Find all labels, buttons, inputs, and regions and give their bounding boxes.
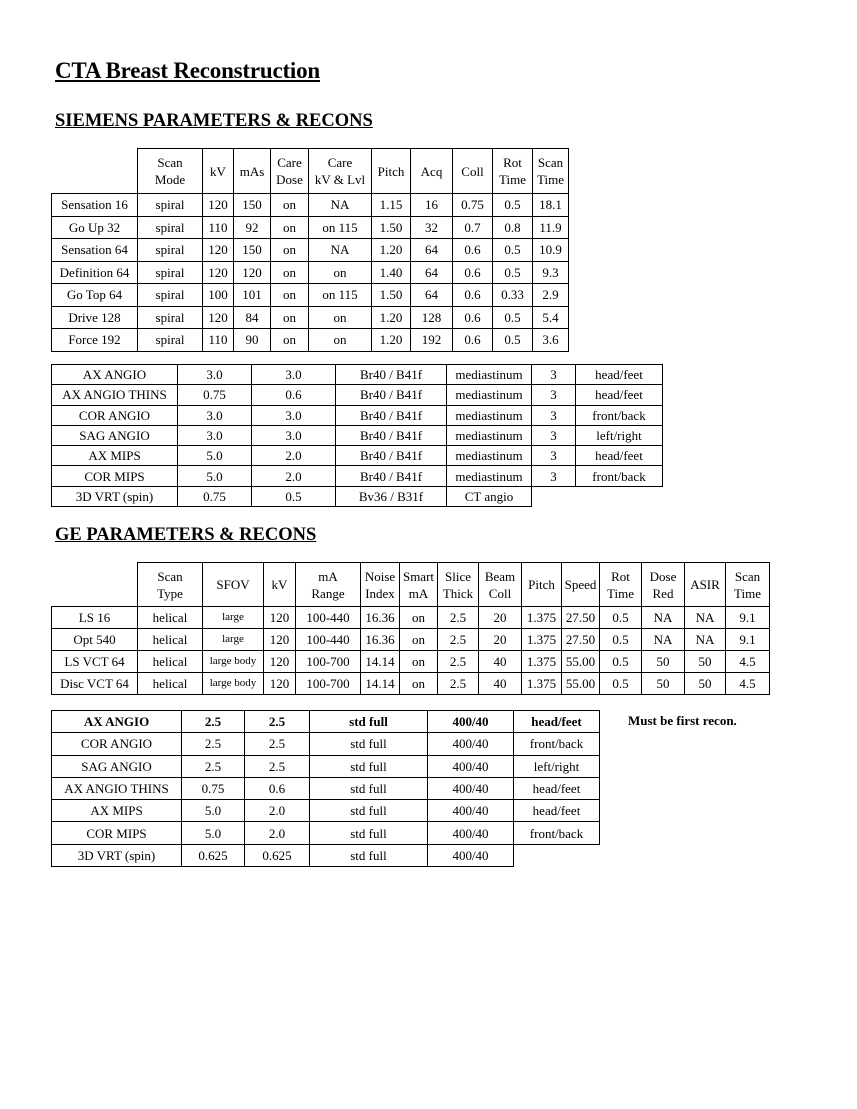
table-cell: on 115 [309, 216, 372, 239]
table-cell: 40 [479, 651, 522, 673]
row-label-cell: AX ANGIO [52, 711, 182, 733]
table-cell: head/feet [514, 711, 600, 733]
table-cell: 64 [411, 261, 453, 284]
table-cell: large body [203, 673, 264, 695]
table-row [52, 365, 663, 385]
table-cell: 2.5 [438, 651, 479, 673]
row-label-cell: Disc VCT 64 [52, 673, 138, 695]
header-smart-ma: Smart mA [400, 563, 438, 607]
table-cell: 0.5 [252, 486, 336, 506]
table-cell: spiral [138, 216, 203, 239]
header-scan-time: Scan Time [726, 563, 770, 607]
table-cell: std full [310, 844, 428, 866]
table-cell: 100-440 [296, 629, 361, 651]
table-row [52, 385, 663, 405]
table-row [52, 329, 569, 352]
table-row [52, 466, 663, 486]
table-cell: 32 [411, 216, 453, 239]
empty-cell [514, 844, 600, 866]
table-cell: 3.0 [178, 425, 252, 445]
table-cell: 50 [685, 651, 726, 673]
table-cell: 0.75 [453, 194, 493, 217]
table-cell: mediastinum [447, 365, 532, 385]
table-cell: on [271, 194, 309, 217]
table-cell: 18.1 [533, 194, 569, 217]
table-cell: mediastinum [447, 446, 532, 466]
table-row [52, 607, 770, 629]
table-cell: 150 [234, 239, 271, 262]
table-cell: 2.5 [182, 711, 245, 733]
table-cell: on [271, 239, 309, 262]
row-label-cell: LS VCT 64 [52, 651, 138, 673]
table-cell: std full [310, 800, 428, 822]
table-cell: 5.4 [533, 306, 569, 329]
table-cell: 50 [642, 673, 685, 695]
table-cell: Br40 / B41f [336, 365, 447, 385]
table-row [52, 755, 600, 777]
table-cell: NA [685, 629, 726, 651]
table-row [52, 194, 569, 217]
table-cell: 0.75 [182, 777, 245, 799]
table-cell: head/feet [576, 365, 663, 385]
table-cell: 1.15 [372, 194, 411, 217]
table-cell: 0.6 [453, 329, 493, 352]
row-label-cell: AX ANGIO THINS [52, 777, 182, 799]
table-cell: mediastinum [447, 466, 532, 486]
table-cell: NA [309, 194, 372, 217]
table-cell: front/back [514, 822, 600, 844]
table-cell: 0.6 [453, 261, 493, 284]
table-cell: helical [138, 629, 203, 651]
ge-rows [52, 607, 770, 695]
table-cell: 50 [685, 673, 726, 695]
table-cell: spiral [138, 306, 203, 329]
table-cell: NA [642, 607, 685, 629]
row-label-cell: Sensation 16 [52, 194, 138, 217]
table-cell: on [271, 261, 309, 284]
table-row [52, 239, 569, 262]
table-cell: 1.375 [522, 651, 562, 673]
table-cell: 27.50 [562, 629, 600, 651]
table-cell: 0.5 [493, 194, 533, 217]
table-cell: Br40 / B41f [336, 405, 447, 425]
header-scan-time: Scan Time [533, 149, 569, 194]
table-cell: 2.5 [245, 711, 310, 733]
table-cell: large body [203, 651, 264, 673]
table-cell: 64 [411, 239, 453, 262]
siemens-recons-table [51, 364, 663, 507]
table-cell: large [203, 607, 264, 629]
table-cell: 120 [203, 239, 234, 262]
table-cell: 27.50 [562, 607, 600, 629]
table-cell: 0.5 [600, 651, 642, 673]
table-cell: head/feet [514, 777, 600, 799]
table-cell: std full [310, 777, 428, 799]
ge-header-row [52, 563, 770, 607]
table-cell: 120 [264, 629, 296, 651]
table-cell: 2.0 [252, 466, 336, 486]
siemens-parameters-table [51, 148, 569, 352]
table-cell: 120 [203, 261, 234, 284]
table-cell: 3 [532, 365, 576, 385]
table-cell: 2.5 [245, 755, 310, 777]
table-cell: Br40 / B41f [336, 385, 447, 405]
header-scan-mode: Scan Mode [138, 149, 203, 194]
table-cell: 0.7 [453, 216, 493, 239]
siemens-heading: SIEMENS PARAMETERS & RECONS [55, 111, 373, 131]
table-cell: front/back [514, 733, 600, 755]
table-cell: front/back [576, 466, 663, 486]
table-cell: front/back [576, 405, 663, 425]
table-cell: 3 [532, 385, 576, 405]
table-cell: 0.6 [453, 284, 493, 307]
table-row [52, 711, 600, 733]
table-cell: 2.0 [252, 446, 336, 466]
table-cell: 1.20 [372, 306, 411, 329]
ge-heading: GE PARAMETERS & RECONS [55, 525, 317, 545]
row-label-cell: COR ANGIO [52, 733, 182, 755]
table-cell: on [309, 329, 372, 352]
table-cell: CT angio [447, 486, 532, 506]
table-row [52, 446, 663, 466]
table-cell: 1.50 [372, 284, 411, 307]
table-cell: 150 [234, 194, 271, 217]
header-scan-type: Scan Type [138, 563, 203, 607]
row-label-cell: SAG ANGIO [52, 425, 178, 445]
table-cell: std full [310, 711, 428, 733]
table-row [52, 651, 770, 673]
table-cell: 0.6 [245, 777, 310, 799]
table-cell: on [400, 673, 438, 695]
table-row [52, 405, 663, 425]
table-cell: std full [310, 755, 428, 777]
table-cell: 100 [203, 284, 234, 307]
table-row [52, 800, 600, 822]
table-row [52, 306, 569, 329]
table-cell: 0.5 [493, 261, 533, 284]
table-cell: 84 [234, 306, 271, 329]
table-cell: 110 [203, 329, 234, 352]
table-cell: 400/40 [428, 711, 514, 733]
row-label-cell: 3D VRT (spin) [52, 486, 178, 506]
row-label-cell: SAG ANGIO [52, 755, 182, 777]
table-cell: 3.0 [178, 405, 252, 425]
ge-recon-rows [52, 711, 600, 867]
table-cell: 0.33 [493, 284, 533, 307]
empty-corner-cell [52, 149, 138, 194]
table-row [52, 777, 600, 799]
table-cell: 92 [234, 216, 271, 239]
row-label-cell: Opt 540 [52, 629, 138, 651]
table-cell: 0.5 [493, 239, 533, 262]
header-pitch: Pitch [522, 563, 562, 607]
header-slice-thick: Slice Thick [438, 563, 479, 607]
table-cell: 5.0 [178, 466, 252, 486]
table-cell: 0.6 [453, 306, 493, 329]
table-cell: 1.40 [372, 261, 411, 284]
table-cell: 400/40 [428, 733, 514, 755]
empty-cell [576, 486, 663, 506]
table-cell: 0.5 [600, 629, 642, 651]
table-cell: 3.6 [533, 329, 569, 352]
table-cell: 128 [411, 306, 453, 329]
table-cell: mediastinum [447, 425, 532, 445]
header-dose-red: Dose Red [642, 563, 685, 607]
table-row [52, 216, 569, 239]
table-cell: 3.0 [178, 365, 252, 385]
table-cell: 0.6 [453, 239, 493, 262]
row-label-cell: Sensation 64 [52, 239, 138, 262]
row-label-cell: AX ANGIO THINS [52, 385, 178, 405]
table-cell: spiral [138, 239, 203, 262]
table-cell: 1.375 [522, 673, 562, 695]
table-row [52, 844, 600, 866]
first-recon-note: Must be first recon. [628, 713, 737, 728]
table-cell: 3.0 [252, 365, 336, 385]
table-cell: 50 [642, 651, 685, 673]
table-cell: large [203, 629, 264, 651]
table-cell: 400/40 [428, 844, 514, 866]
table-cell: 16.36 [361, 607, 400, 629]
header-acq: Acq [411, 149, 453, 194]
table-cell: 3 [532, 425, 576, 445]
header-asir: ASIR [685, 563, 726, 607]
header-beam-coll: Beam Coll [479, 563, 522, 607]
table-cell: 110 [203, 216, 234, 239]
table-cell: Br40 / B41f [336, 425, 447, 445]
table-cell: 55.00 [562, 673, 600, 695]
row-label-cell: Force 192 [52, 329, 138, 352]
row-label-cell: COR MIPS [52, 822, 182, 844]
table-cell: 90 [234, 329, 271, 352]
table-cell: 0.5 [493, 306, 533, 329]
table-cell: 2.9 [533, 284, 569, 307]
table-cell: 40 [479, 673, 522, 695]
table-cell: 120 [234, 261, 271, 284]
table-cell: helical [138, 651, 203, 673]
table-cell: on [309, 306, 372, 329]
table-cell: 100-700 [296, 651, 361, 673]
header-rot-time: Rot Time [493, 149, 533, 194]
table-cell: std full [310, 733, 428, 755]
row-label-cell: AX MIPS [52, 446, 178, 466]
row-label-cell: Go Top 64 [52, 284, 138, 307]
table-cell: helical [138, 673, 203, 695]
table-cell: on [271, 306, 309, 329]
row-label-cell: AX MIPS [52, 800, 182, 822]
siemens-rows [52, 194, 569, 352]
table-cell: 3 [532, 405, 576, 425]
header-coll: Coll [453, 149, 493, 194]
table-cell: 55.00 [562, 651, 600, 673]
table-cell: 0.75 [178, 385, 252, 405]
table-cell: on [271, 284, 309, 307]
table-cell: NA [685, 607, 726, 629]
page-title: CTA Breast Reconstruction [55, 58, 321, 83]
header-sfov: SFOV [203, 563, 264, 607]
table-cell: 2.5 [245, 733, 310, 755]
table-cell: head/feet [576, 446, 663, 466]
ge-recons-table [51, 710, 600, 867]
empty-cell [532, 486, 576, 506]
empty-corner-cell [52, 563, 138, 607]
table-cell: spiral [138, 194, 203, 217]
table-cell: 2.5 [438, 673, 479, 695]
table-cell: 14.14 [361, 673, 400, 695]
row-label-cell: 3D VRT (spin) [52, 844, 182, 866]
table-cell: 1.50 [372, 216, 411, 239]
header-kv: kV [203, 149, 234, 194]
table-cell: std full [310, 822, 428, 844]
table-cell: 0.625 [182, 844, 245, 866]
table-cell: 3 [532, 466, 576, 486]
table-cell: 4.5 [726, 651, 770, 673]
table-cell: left/right [514, 755, 600, 777]
table-row [52, 822, 600, 844]
header-mas: mAs [234, 149, 271, 194]
table-cell: 11.9 [533, 216, 569, 239]
table-cell: on [309, 261, 372, 284]
table-cell: 0.5 [600, 673, 642, 695]
table-cell: 20 [479, 629, 522, 651]
table-cell: 5.0 [182, 822, 245, 844]
table-cell: 1.20 [372, 329, 411, 352]
table-cell: 3.0 [252, 425, 336, 445]
table-cell: 2.5 [182, 755, 245, 777]
table-cell: 0.625 [245, 844, 310, 866]
row-label-cell: Definition 64 [52, 261, 138, 284]
table-cell: 100-440 [296, 607, 361, 629]
table-cell: 9.3 [533, 261, 569, 284]
table-cell: 120 [203, 306, 234, 329]
table-cell: 2.5 [438, 629, 479, 651]
table-cell: NA [309, 239, 372, 262]
table-cell: 0.75 [178, 486, 252, 506]
header-speed: Speed [562, 563, 600, 607]
header-pitch: Pitch [372, 149, 411, 194]
table-cell: 400/40 [428, 800, 514, 822]
header-rot-time: Rot Time [600, 563, 642, 607]
table-cell: 10.9 [533, 239, 569, 262]
table-cell: 0.8 [493, 216, 533, 239]
siemens-recon-rows [52, 365, 663, 507]
table-cell: 120 [264, 673, 296, 695]
table-row [52, 284, 569, 307]
table-cell: Bv36 / B31f [336, 486, 447, 506]
table-cell: 16 [411, 194, 453, 217]
table-row [52, 733, 600, 755]
table-cell: on 115 [309, 284, 372, 307]
row-label-cell: COR MIPS [52, 466, 178, 486]
table-cell: helical [138, 607, 203, 629]
table-cell: 2.5 [182, 733, 245, 755]
table-cell: spiral [138, 261, 203, 284]
header-kv: kV [264, 563, 296, 607]
table-cell: 400/40 [428, 755, 514, 777]
table-row [52, 673, 770, 695]
table-cell: head/feet [514, 800, 600, 822]
table-cell: 2.0 [245, 822, 310, 844]
table-cell: Br40 / B41f [336, 466, 447, 486]
table-cell: 2.0 [245, 800, 310, 822]
row-label-cell: Go Up 32 [52, 216, 138, 239]
table-cell: head/feet [576, 385, 663, 405]
row-label-cell: AX ANGIO [52, 365, 178, 385]
table-cell: 3.0 [252, 405, 336, 425]
table-cell: 4.5 [726, 673, 770, 695]
table-cell: 101 [234, 284, 271, 307]
table-cell: 64 [411, 284, 453, 307]
table-cell: spiral [138, 329, 203, 352]
table-cell: mediastinum [447, 385, 532, 405]
row-label-cell: LS 16 [52, 607, 138, 629]
table-cell: 3 [532, 446, 576, 466]
header-ma-range: mA Range [296, 563, 361, 607]
table-cell: 16.36 [361, 629, 400, 651]
table-cell: on [400, 629, 438, 651]
header-noise-index: Noise Index [361, 563, 400, 607]
ge-parameters-table [51, 562, 770, 695]
table-cell: 1.375 [522, 607, 562, 629]
table-cell: 400/40 [428, 777, 514, 799]
table-cell: spiral [138, 284, 203, 307]
table-cell: mediastinum [447, 405, 532, 425]
table-cell: NA [642, 629, 685, 651]
table-cell: on [271, 216, 309, 239]
table-cell: 0.6 [252, 385, 336, 405]
row-label-cell: Drive 128 [52, 306, 138, 329]
table-cell: 120 [203, 194, 234, 217]
table-cell: 192 [411, 329, 453, 352]
table-cell: 1.20 [372, 239, 411, 262]
table-row [52, 486, 663, 506]
table-cell: 5.0 [178, 446, 252, 466]
table-cell: 20 [479, 607, 522, 629]
table-cell: on [400, 607, 438, 629]
table-row [52, 425, 663, 445]
table-cell: on [271, 329, 309, 352]
table-cell: 120 [264, 607, 296, 629]
table-row [52, 261, 569, 284]
table-cell: 120 [264, 651, 296, 673]
header-care-dose: Care Dose [271, 149, 309, 194]
table-cell: left/right [576, 425, 663, 445]
row-label-cell: COR ANGIO [52, 405, 178, 425]
header-care-kv: Care kV & Lvl [309, 149, 372, 194]
table-cell: 0.5 [600, 607, 642, 629]
table-cell: 400/40 [428, 822, 514, 844]
table-cell: 9.1 [726, 607, 770, 629]
siemens-header-row [52, 149, 569, 194]
table-cell: 1.375 [522, 629, 562, 651]
table-row [52, 629, 770, 651]
table-cell: 2.5 [438, 607, 479, 629]
table-cell: 0.5 [493, 329, 533, 352]
table-cell: 5.0 [182, 800, 245, 822]
table-cell: 14.14 [361, 651, 400, 673]
table-cell: 100-700 [296, 673, 361, 695]
table-cell: 9.1 [726, 629, 770, 651]
table-cell: on [400, 651, 438, 673]
table-cell: Br40 / B41f [336, 446, 447, 466]
